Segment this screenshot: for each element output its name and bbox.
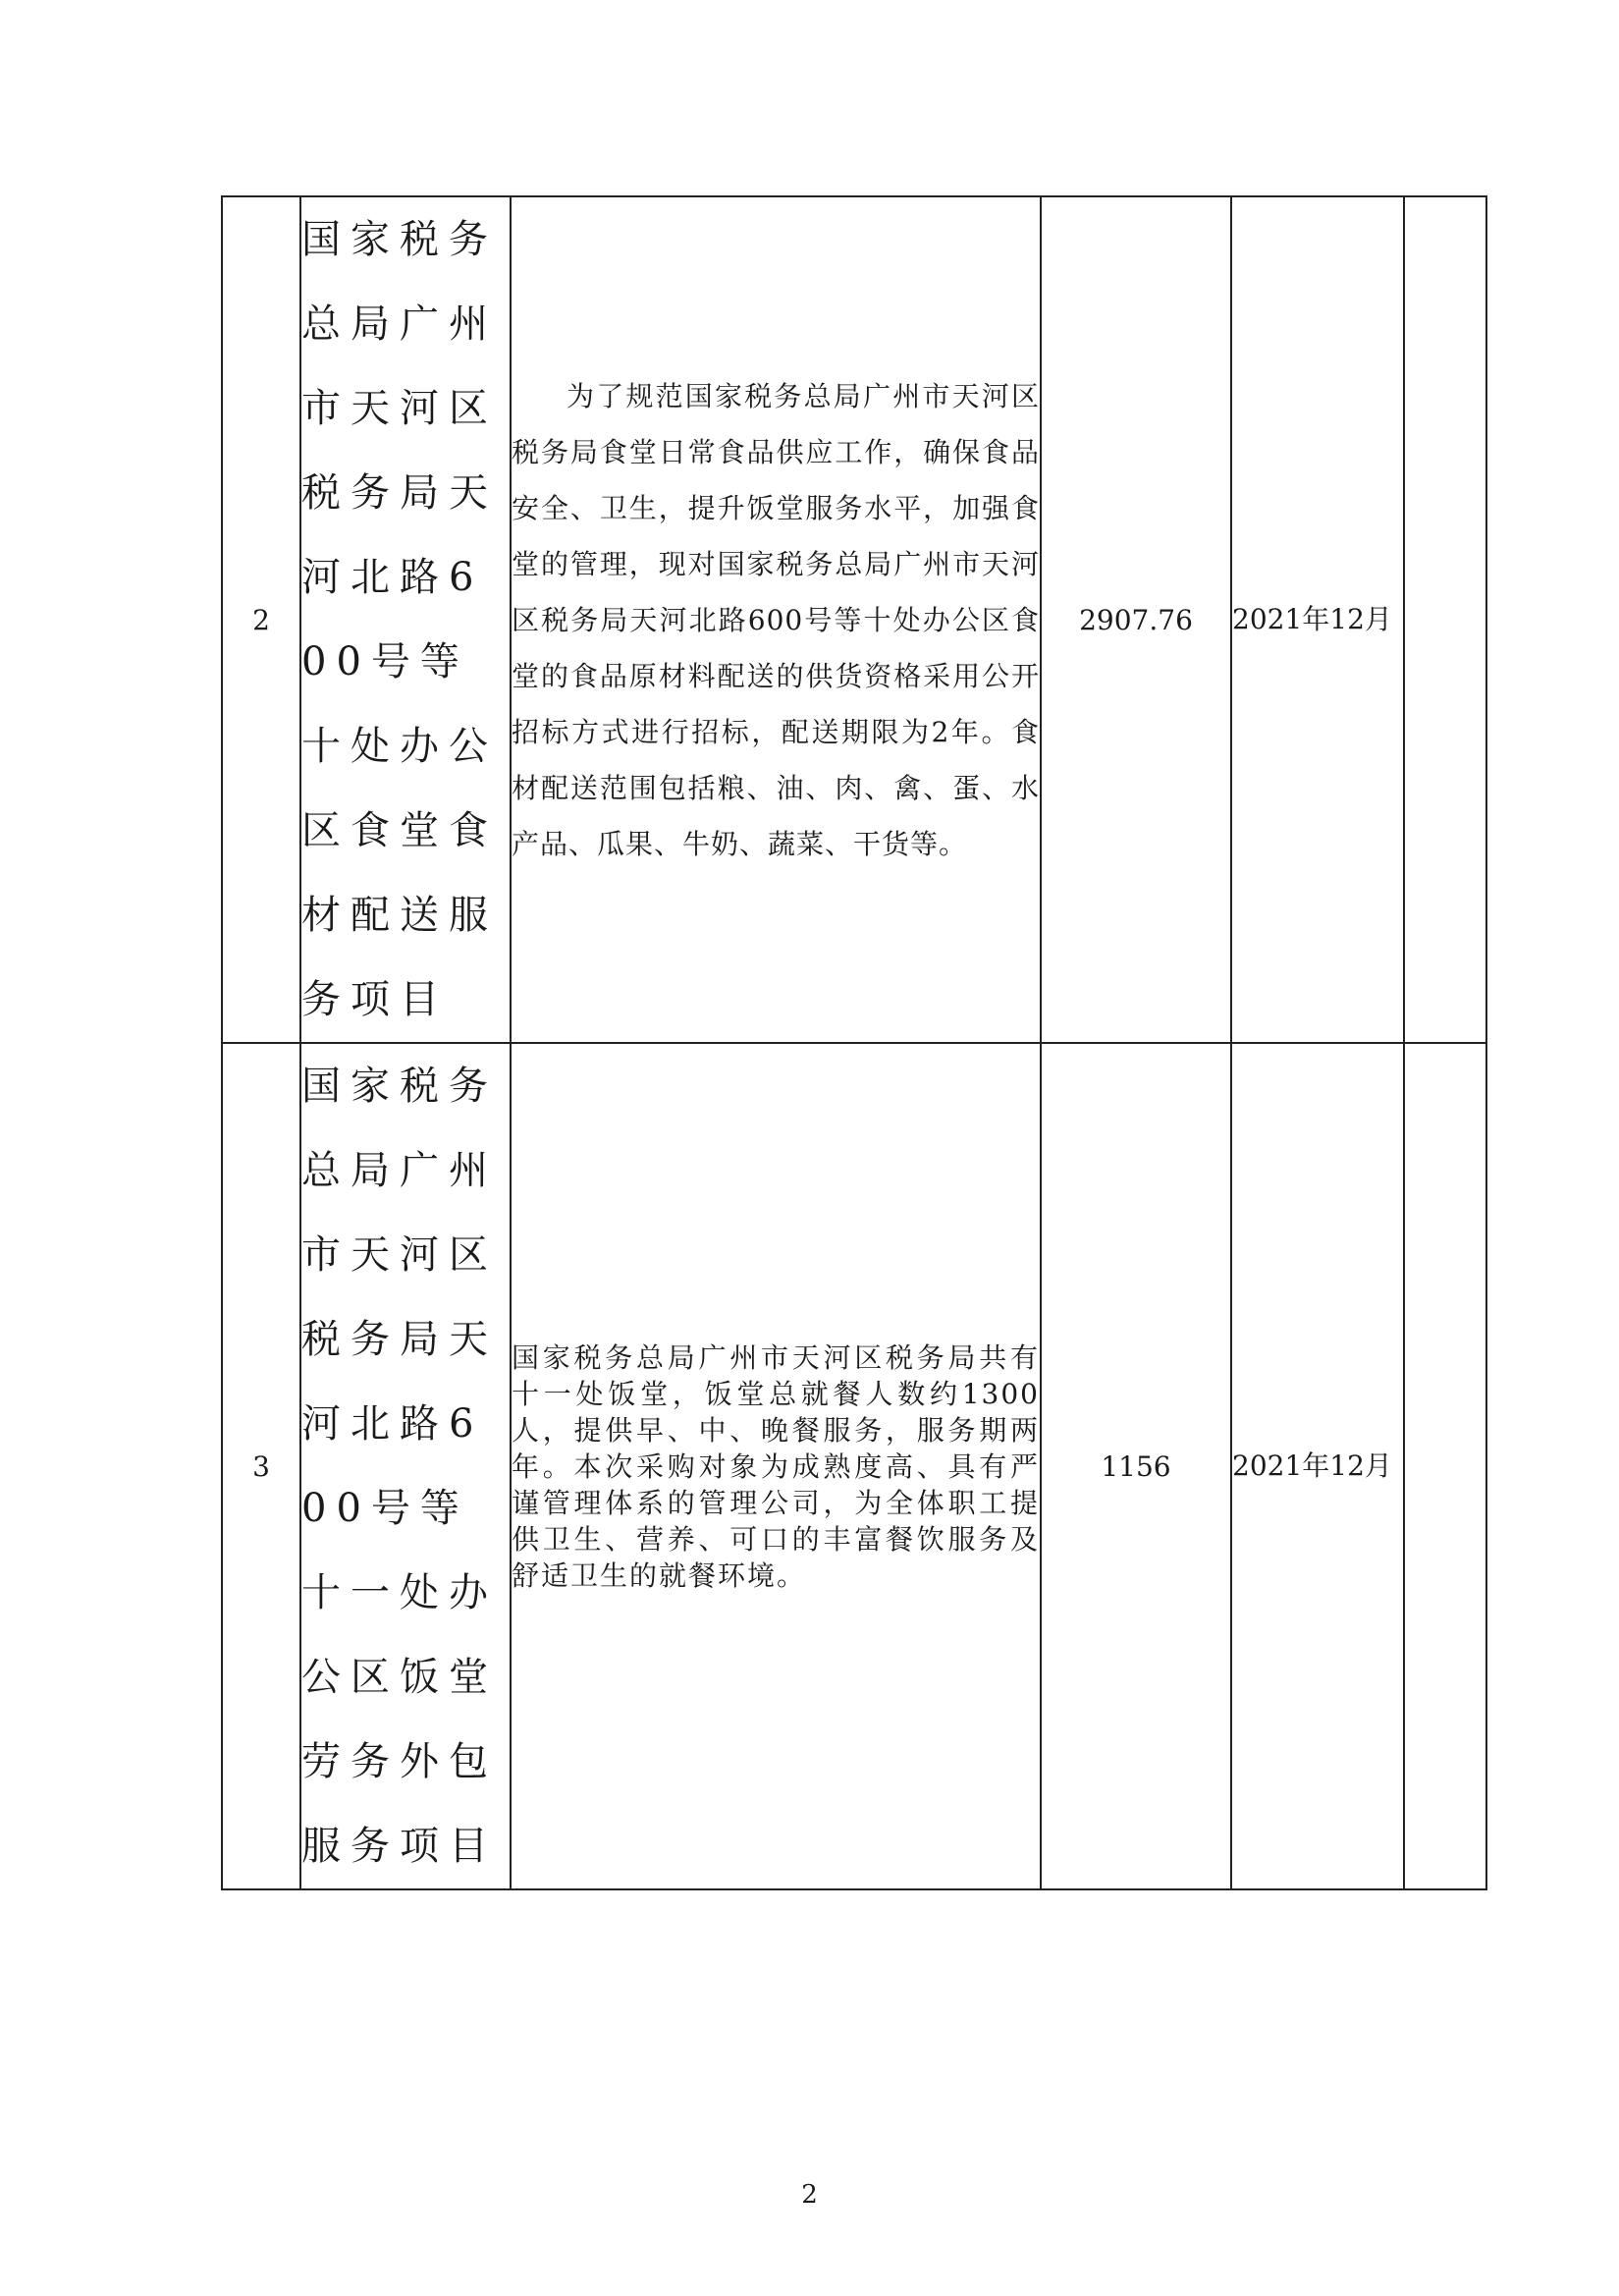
project-remark <box>1404 1043 1486 1889</box>
project-amount: 2907.76 <box>1041 196 1231 1043</box>
project-date: 2021年12月 <box>1231 196 1404 1043</box>
row-index: 2 <box>222 196 300 1043</box>
page-number: 2 <box>801 2180 818 2210</box>
table-row <box>222 1043 1486 1889</box>
project-description: 国家税务总局广州市天河区税务局共有十一处饭堂，饭堂总就餐人数约1300人，提供早、中、晚餐服务，服务期两年。本次采购对象为成熟度高、具有严谨管理体系的管理公司，为全体职工提供卫生、营养、可口的丰富餐饮服务及舒适卫生的就餐环境。 <box>511 1043 1041 1889</box>
row-index: 3 <box>222 1043 300 1889</box>
table-row <box>222 196 1486 1043</box>
project-name: 国家税务总局广州市天河区税务局天河北路600号等十处办公区食堂食材配送服务项目 <box>300 196 511 1043</box>
project-description: 为了规范国家税务总局广州市天河区税务局食堂日常食品供应工作，确保食品安全、卫生，提升饭堂服务水平，加强食堂的管理，现对国家税务总局广州市天河区税务局天河北路600号等十处办公区食堂的食品原材料配送的供货资格采用公开招标方式进行招标，配送期限为2年。食材配送范围包括粮、油、肉、禽、蛋、水产品、瓜果、牛奶、蔬菜、干货等。 <box>511 196 1041 1043</box>
project-remark <box>1404 196 1486 1043</box>
project-date: 2021年12月 <box>1231 1043 1404 1889</box>
project-name: 国家税务总局广州市天河区税务局天河北路600号等十一处办公区饭堂劳务外包服务项目 <box>300 1043 511 1889</box>
project-amount: 1156 <box>1041 1043 1231 1889</box>
project-table <box>221 195 1487 1890</box>
